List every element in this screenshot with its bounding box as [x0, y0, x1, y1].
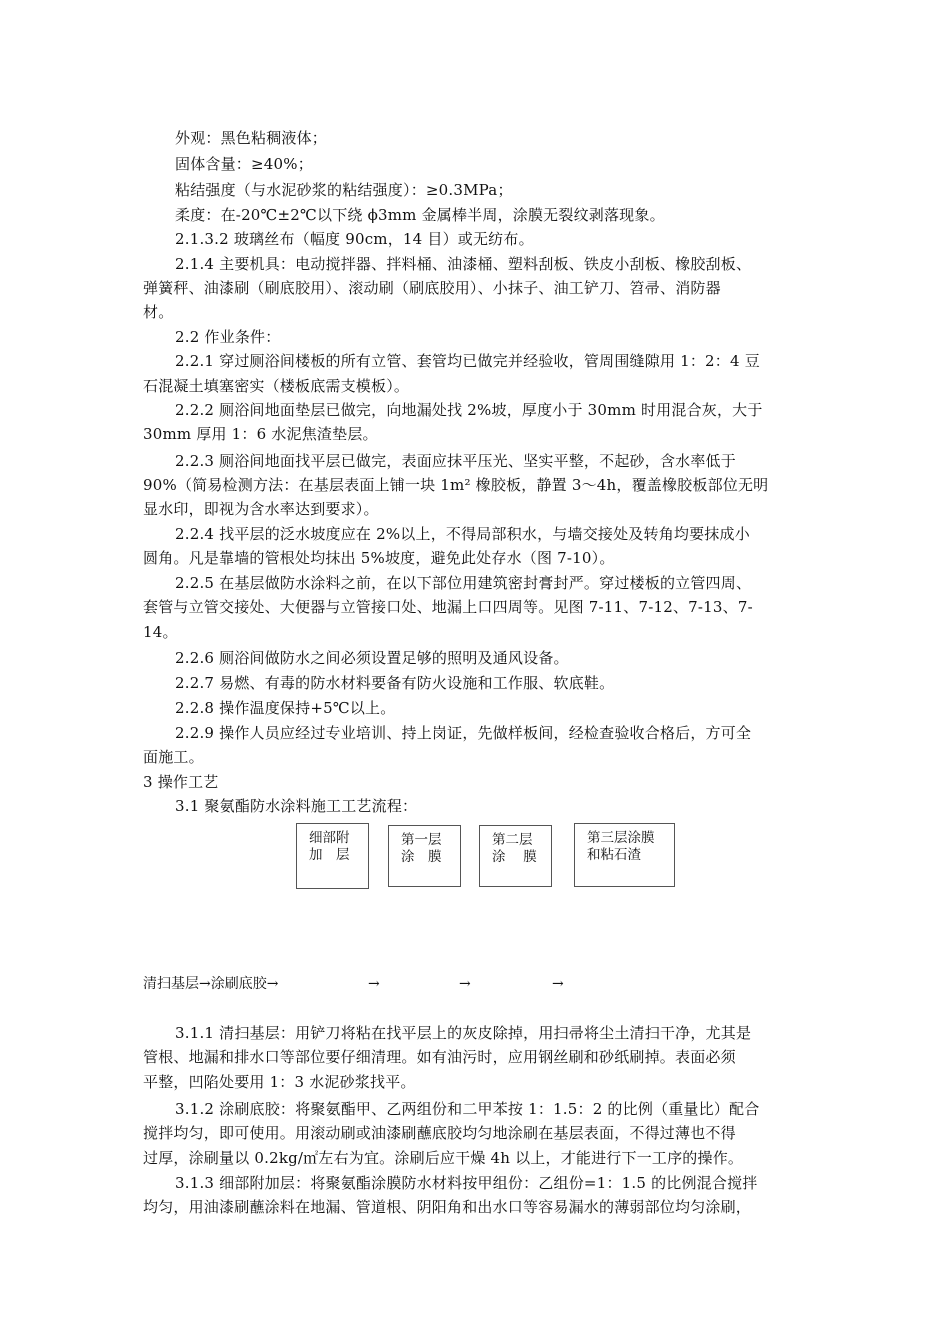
text-line: 弹簧秤、油漆刷（刷底胶用）、滚动刷（刷底胶用）、小抹子、油工铲刀、笤帚、消防器: [143, 279, 721, 297]
text-line: 2.2.3 厕浴间地面找平层已做完，表面应抹平压光、坚实平整，不起砂，含水率低于: [175, 452, 736, 470]
flow-arrow: →: [552, 976, 564, 992]
flow-box-label: 加 层: [309, 847, 350, 863]
flow-box-detail-layer: [296, 823, 369, 889]
flow-box-label: 细部附: [309, 830, 350, 846]
flow-box-second-coat: [479, 825, 552, 887]
flow-box-label: 涂 膜: [401, 849, 442, 865]
text-line: 2.2.1 穿过厕浴间楼板的所有立管、套管均已做完并经验收，管周围缝隙用 1：2：4 豆: [175, 352, 760, 370]
flow-arrow: →: [368, 976, 380, 992]
text-line: 过厚，涂刷量以 0.2kg/㎡左右为宜。涂刷后应干燥 4h 以上，才能进行下一工序的操作。: [143, 1149, 744, 1167]
flow-box-label: 涂 膜: [492, 849, 537, 865]
text-line: 石混凝土填塞密实（楼板底需支模板）。: [143, 377, 410, 395]
text-line: 90%（简易检测方法：在基层表面上铺一块 1m² 橡胶板，静置 3～4h，覆盖橡胶板部位无明: [143, 476, 769, 494]
text-line: 3.1 聚氨酯防水涂料施工工艺流程：: [175, 797, 418, 815]
text-line: 2.2.2 厕浴间地面垫层已做完，向地漏处找 2%坡，厚度小于 30mm 时用混合灰，大于: [175, 401, 763, 419]
text-line: 固体含量：≥40%；: [175, 155, 313, 173]
text-line: 套管与立管交接处、大便器与立管接口处、地漏上口四周等。见图 7-11、7-12、7-13、7-: [143, 598, 753, 616]
text-line: 外观：黑色粘稠液体；: [175, 129, 328, 147]
text-line: 2.2.9 操作人员应经过专业培训、持上岗证，先做样板间，经检查验收合格后，方可全: [175, 724, 752, 742]
text-line: 平整，凹陷处要用 1：3 水泥砂浆找平。: [143, 1073, 416, 1091]
text-line: 柔度：在-20℃±2℃以下绕 ϕ3mm 金属棒半周，涂膜无裂纹剥落现象。: [175, 206, 665, 224]
flow-arrow: →: [459, 976, 471, 992]
flow-box-label: 第三层涂膜: [587, 830, 655, 846]
text-line: 2.2 作业条件：: [175, 328, 281, 346]
text-line: 30mm 厚用 1：6 水泥焦渣垫层。: [143, 425, 378, 443]
flow-box-third-coat: [574, 823, 675, 887]
section-heading: 3 操作工艺: [143, 773, 219, 791]
text-line: 粘结强度（与水泥砂浆的粘结强度）：≥0.3MPa；: [175, 181, 513, 199]
text-line: 3.1.1 清扫基层：用铲刀将粘在找平层上的灰皮除掉，用扫帚将尘土清扫干净，尤其是: [175, 1024, 752, 1042]
text-line: 3.1.2 涂刷底胶：将聚氨酯甲、乙两组份和二甲苯按 1：1.5：2 的比例（重量比）配合: [175, 1100, 760, 1118]
text-line: 2.2.5 在基层做防水涂料之前，在以下部位用建筑密封膏封严。穿过楼板的立管四周、: [175, 574, 752, 592]
text-line: 搅拌均匀，即可使用。用滚动刷或油漆刷蘸底胶均匀地涂刷在基层表面，不得过薄也不得: [143, 1124, 736, 1142]
text-line: 2.2.7 易燃、有毒的防水材料要备有防火设施和工作服、软底鞋。: [175, 674, 615, 692]
text-line: 2.2.6 厕浴间做防水之间必须设置足够的照明及通风设备。: [175, 649, 569, 667]
flow-box-label: 和粘石渣: [587, 847, 641, 863]
flow-box-first-coat: [388, 825, 461, 887]
text-line: 管根、地漏和排水口等部位要仔细清理。如有油污时，应用钢丝刷和砂纸刷掉。表面必须: [143, 1048, 736, 1066]
text-line: 显水印，即视为含水率达到要求）。: [143, 500, 379, 518]
text-line: 2.1.3.2 玻璃丝布（幅度 90cm，14 目）或无纺布。: [175, 230, 534, 248]
flow-start-text: 清扫基层→涂刷底胶→: [143, 976, 279, 992]
text-line: 圆角。凡是靠墙的管根处均抹出 5%坡度，避免此处存水（图 7-10）。: [143, 549, 615, 567]
text-line: 材。: [143, 303, 174, 321]
text-line: 3.1.3 细部附加层：将聚氨酯涂膜防水材料按甲组份：乙组份=1：1.5 的比例混合搅拌: [175, 1174, 758, 1192]
text-line: 面施工。: [143, 748, 204, 766]
text-line: 均匀，用油漆刷蘸涂料在地漏、管道根、阴阳角和出水口等容易漏水的薄弱部位均匀涂刷，: [143, 1198, 752, 1216]
text-line: 2.2.4 找平层的泛水坡度应在 2%以上，不得局部积水，与墙交接处及转角均要抹成小: [175, 525, 750, 543]
text-line: 2.2.8 操作温度保持+5℃以上。: [175, 699, 396, 717]
flow-box-label: 第二层: [492, 832, 533, 848]
text-line: 14。: [143, 623, 178, 641]
text-line: 2.1.4 主要机具：电动搅拌器、拌料桶、油漆桶、塑料刮板、铁皮小刮板、橡胶刮板、: [175, 255, 752, 273]
flow-box-label: 第一层: [401, 832, 442, 848]
